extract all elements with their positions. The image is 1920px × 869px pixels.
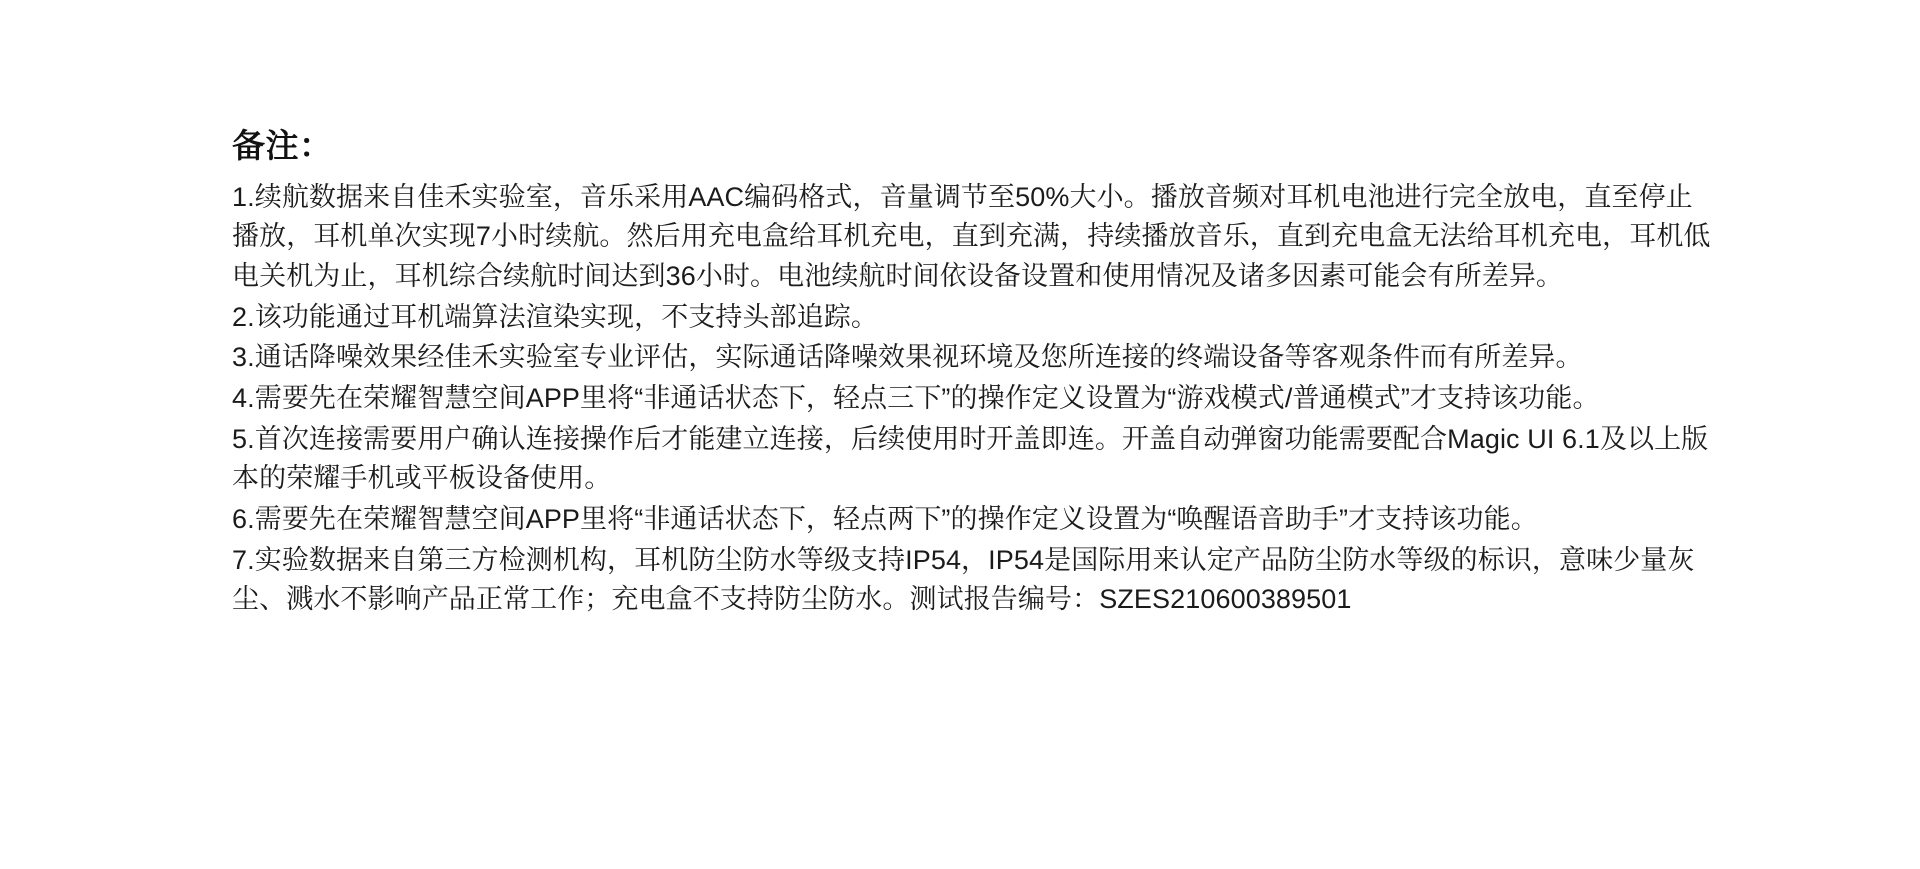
- note-item-1: 1.续航数据来自佳禾实验室，音乐采用AAC编码格式，音量调节至50%大小。播放音频对耳机电池进行完全放电，直至停止播放，耳机单次实现7小时续航。然后用充电盒给耳机充电，直到充满，持续播放音乐，直到充电盒无法给耳机充电，耳机低电关机为止，耳机综合续航时间达到36小时。电池续航时间依设备设置和使用情况及诸多因素可能会有所差异。: [232, 181, 1711, 291]
- note-item-2: 2.该功能通过耳机端算法渲染实现，不支持头部追踪。: [232, 301, 879, 332]
- note-item-6: 6.需要先在荣耀智慧空间APP里将“非通话状态下，轻点两下”的操作定义设置为“唤醒语音助手”才支持该功能。: [232, 504, 1538, 535]
- notes-heading: 备注：: [232, 127, 333, 164]
- note-item-7: 7.实验数据来自第三方检测机构，耳机防尘防水等级支持IP54，IP54是国际用来认定产品防尘防水等级的标识，意味少量灰尘、溅水不影响产品正常工作；充电盒不支持防尘防水。测试报告编号：SZES210600389501: [232, 544, 1695, 615]
- note-item-4: 4.需要先在荣耀智慧空间APP里将“非通话状态下，轻点三下”的操作定义设置为“游戏模式/普通模式”才支持该功能。: [232, 383, 1600, 414]
- note-item-5: 5.首次连接需要用户确认连接操作后才能建立连接，后续使用时开盖即连。开盖自动弹窗功能需要配合Magic UI 6.1及以上版本的荣耀手机或平板设备使用。: [232, 423, 1709, 494]
- notes-list: [232, 178, 1712, 621]
- notes-section: [232, 126, 1712, 621]
- note-item-3: 3.通话降噪效果经佳禾实验室专业评估，实际通话降噪效果视环境及您所连接的终端设备等客观条件而有所差异。: [232, 342, 1583, 373]
